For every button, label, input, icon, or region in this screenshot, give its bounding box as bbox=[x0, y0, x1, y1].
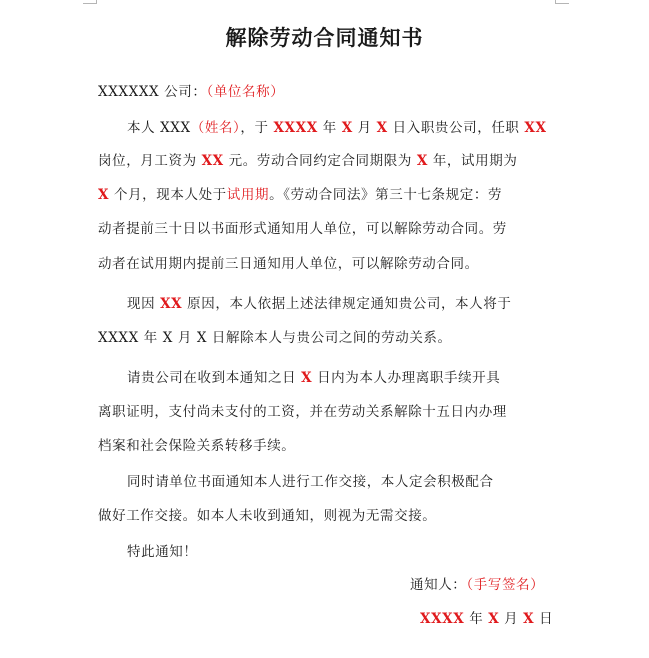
para1-line2 bbox=[98, 149, 517, 169]
para1-text: 。《劳动合同法》第三十七条规定：劳 bbox=[269, 187, 503, 203]
page-corner-mark-left-vertical bbox=[96, 0, 97, 3]
para2-line2: XXXX 年 X 月 X 日解除本人与贵公司之间的劳动关系。 bbox=[98, 330, 452, 346]
salary-placeholder: XX bbox=[201, 153, 224, 169]
date-month: X bbox=[488, 611, 500, 627]
date-month-unit: 月 bbox=[499, 611, 524, 627]
para1-text: 本人 XXX bbox=[127, 120, 191, 136]
para1-text: 年 bbox=[317, 120, 342, 136]
para4-line2: 做好工作交接。如本人未收到通知，则视为无需交接。 bbox=[98, 508, 437, 524]
para1-text: 元。劳动合同约定合同期限为 bbox=[223, 153, 417, 169]
page-corner-mark-right-vertical bbox=[555, 0, 556, 3]
signature-hint: （手写签名） bbox=[466, 577, 545, 593]
signature-line bbox=[410, 573, 544, 593]
company-placeholder: XXXXXX bbox=[98, 84, 160, 100]
salutation-line bbox=[98, 80, 284, 100]
contract-years: X bbox=[416, 153, 428, 169]
name-hint: （姓名） bbox=[190, 120, 241, 136]
page-corner-mark-right bbox=[555, 0, 569, 4]
reason-placeholder: XX bbox=[160, 296, 183, 312]
para1-text: 个月，现本人处于 bbox=[109, 187, 227, 203]
para1-line5: 动者在试用期内提前三日通知用人单位，可以解除劳动合同。 bbox=[98, 256, 479, 272]
date-day-unit: 日 bbox=[534, 611, 554, 627]
date-line bbox=[420, 607, 553, 627]
page-corner-mark-left bbox=[83, 0, 97, 4]
para1-text: 年，试用期为 bbox=[427, 153, 518, 169]
probation-months: X bbox=[98, 187, 110, 203]
date-year: XXXX bbox=[420, 611, 465, 627]
para1-text: ，于 bbox=[240, 120, 274, 136]
para1-line3 bbox=[98, 183, 502, 203]
days-placeholder: X bbox=[301, 370, 313, 386]
date-day: X bbox=[523, 611, 535, 627]
company-name-hint: （单位名称） bbox=[206, 84, 285, 100]
entry-year: XXXX bbox=[273, 120, 318, 136]
company-suffix: 公司： bbox=[159, 84, 207, 100]
para2-text: 原因，本人依据上述法律规定通知贵公司，本人将于 bbox=[182, 296, 512, 312]
entry-day: X bbox=[376, 120, 388, 136]
post-placeholder: XX bbox=[524, 120, 547, 136]
entry-month: X bbox=[341, 120, 353, 136]
para1-line1 bbox=[127, 116, 547, 136]
para3-line2: 离职证明，支付尚未支付的工资，并在劳动关系解除十五日内办理 bbox=[98, 404, 507, 420]
para4-line1: 同时请单位书面通知本人进行工作交接，本人定会积极配合 bbox=[127, 474, 494, 490]
para1-text: 月 bbox=[352, 120, 377, 136]
para3-text: 请贵公司在收到本通知之日 bbox=[127, 370, 302, 386]
para3-text: 日内为本人办理离职手续开具 bbox=[312, 370, 501, 386]
document-title: 解除劳动合同通知书 bbox=[225, 25, 424, 50]
signature-label: 通知人： bbox=[410, 577, 467, 593]
para1-line4: 动者提前三十日以书面形式通知用人单位，可以解除劳动合同。劳 bbox=[98, 221, 507, 237]
para2-line1 bbox=[127, 292, 511, 312]
para3-line1 bbox=[127, 366, 500, 386]
para1-text: 日入职贵公司，任职 bbox=[387, 120, 525, 136]
para2-text: 现因 bbox=[127, 296, 161, 312]
closing-text: 特此通知！ bbox=[127, 544, 198, 560]
para1-text: 岗位，月工资为 bbox=[98, 153, 202, 169]
date-year-unit: 年 bbox=[464, 611, 489, 627]
probation-label: 试用期 bbox=[226, 187, 270, 203]
para3-line3: 档案和社会保险关系转移手续。 bbox=[98, 438, 296, 454]
